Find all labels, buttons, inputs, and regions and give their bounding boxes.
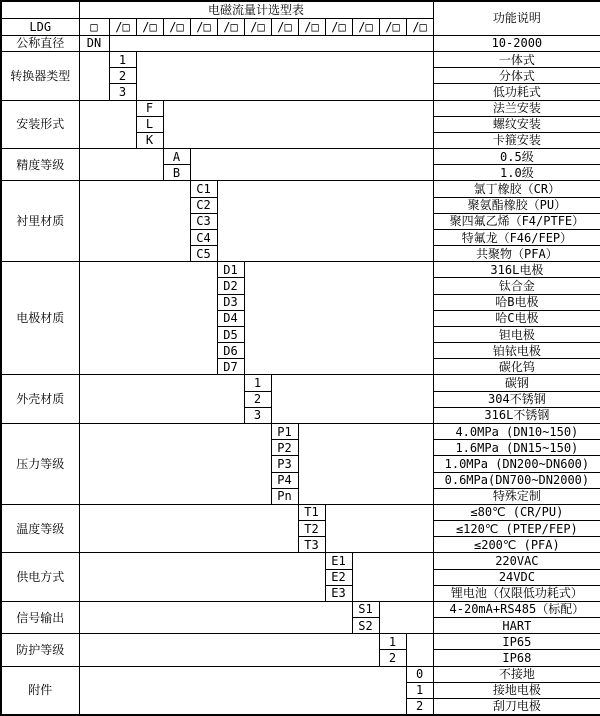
option-code: B <box>163 165 190 181</box>
group-label-signal-output: 信号输出 <box>1 601 79 633</box>
spacer-cell <box>163 100 433 149</box>
option-code: T1 <box>298 504 325 520</box>
model-slot: /□ <box>109 18 136 35</box>
model-prefix: LDG <box>1 18 79 35</box>
option-code: C3 <box>190 213 217 229</box>
option-code: T2 <box>298 521 325 537</box>
group-label-temperature-rating: 温度等级 <box>1 504 79 553</box>
spacer-cell <box>79 149 163 181</box>
model-slot: /□ <box>325 18 352 35</box>
title-spacer-cell <box>1 1 79 18</box>
model-slot: /□ <box>352 18 379 35</box>
model-slot: /□ <box>406 18 433 35</box>
option-desc: 1.6MPa (DN15~150) <box>433 440 600 456</box>
spacer-cell <box>79 666 406 715</box>
spacer-cell <box>244 262 433 375</box>
spacer-cell <box>79 375 244 424</box>
option-code: D4 <box>217 310 244 326</box>
model-slot: /□ <box>379 18 406 35</box>
option-code: 1 <box>109 52 136 68</box>
spacer-cell <box>298 424 433 505</box>
option-code: 2 <box>109 68 136 84</box>
spacer-cell <box>79 181 190 262</box>
group-label-installation-type: 安装形式 <box>1 100 79 149</box>
group-label-protection-rating: 防护等级 <box>1 634 79 666</box>
option-desc: 卡箍安装 <box>433 132 600 148</box>
option-desc: HART <box>433 618 600 634</box>
option-desc: 1.0MPa (DN200~DN600) <box>433 456 600 472</box>
option-code: C5 <box>190 246 217 262</box>
option-desc: 4.0MPa (DN10~150) <box>433 424 600 440</box>
option-desc: 4-20mA+RS485（标配） <box>433 601 600 617</box>
spacer-cell <box>217 181 433 262</box>
group-label-housing-material: 外壳材质 <box>1 375 79 424</box>
spacer-cell <box>79 262 217 375</box>
spacer-cell <box>79 601 352 633</box>
option-code: F <box>136 100 163 116</box>
option-code: A <box>163 149 190 165</box>
option-code: E3 <box>325 585 352 601</box>
option-code: K <box>136 132 163 148</box>
option-desc: 法兰安装 <box>433 100 600 116</box>
option-code: 2 <box>244 391 271 407</box>
spacer-cell <box>79 553 325 602</box>
option-desc: 碳钢 <box>433 375 600 391</box>
option-desc: 1.0级 <box>433 165 600 181</box>
model-slot: /□ <box>190 18 217 35</box>
option-desc: 聚氨酯橡胶（PU） <box>433 197 600 213</box>
option-code: C2 <box>190 197 217 213</box>
option-code: P4 <box>271 472 298 488</box>
option-code: D6 <box>217 343 244 359</box>
option-desc: 220VAC <box>433 553 600 569</box>
option-desc: 氯丁橡胶（CR） <box>433 181 600 197</box>
group-label-electrode-material: 电极材质 <box>1 262 79 375</box>
option-desc: 316L不锈钢 <box>433 407 600 423</box>
group-label-converter-type: 转换器类型 <box>1 52 79 101</box>
option-code: S2 <box>352 618 379 634</box>
table-title: 电磁流量计选型表 <box>79 1 433 18</box>
option-desc: 刮刀电极 <box>433 698 600 715</box>
model-slot: /□ <box>163 18 190 35</box>
option-code: T3 <box>298 537 325 553</box>
spacer-cell <box>109 35 433 51</box>
option-desc: ≤80℃ (CR/PU) <box>433 504 600 520</box>
option-desc: 钛合金 <box>433 278 600 294</box>
option-code: Pn <box>271 488 298 504</box>
option-code: E2 <box>325 569 352 585</box>
option-desc: 接地电极 <box>433 682 600 698</box>
option-desc: 不接地 <box>433 666 600 682</box>
group-label-nominal-diameter: 公称直径 <box>1 35 79 51</box>
option-desc: 0.5级 <box>433 149 600 165</box>
spacer-cell <box>271 375 433 424</box>
option-code: 2 <box>379 650 406 666</box>
option-code: L <box>136 116 163 132</box>
spacer-cell <box>136 52 433 101</box>
option-desc: 特氟龙（F46/FEP） <box>433 229 600 245</box>
spacer-cell <box>325 504 433 553</box>
group-label-pressure-rating: 压力等级 <box>1 424 79 505</box>
function-column-header: 功能说明 <box>433 1 600 35</box>
option-desc: 316L电极 <box>433 262 600 278</box>
spacer-cell <box>79 100 136 149</box>
option-code: C4 <box>190 229 217 245</box>
option-desc: 聚四氟乙烯（F4/PTFE） <box>433 213 600 229</box>
option-code: S1 <box>352 601 379 617</box>
option-code: C1 <box>190 181 217 197</box>
option-code: D1 <box>217 262 244 278</box>
option-code: DN <box>79 35 109 51</box>
option-code: 3 <box>109 84 136 100</box>
option-desc: 0.6MPa(DN700~DN2000) <box>433 472 600 488</box>
spacer-cell <box>79 634 379 666</box>
option-desc: 铂铱电极 <box>433 343 600 359</box>
option-code: 3 <box>244 407 271 423</box>
model-slot: /□ <box>271 18 298 35</box>
option-code: E1 <box>325 553 352 569</box>
option-code: P1 <box>271 424 298 440</box>
group-label-lining-material: 衬里材质 <box>1 181 79 262</box>
option-code: D7 <box>217 359 244 375</box>
option-desc: 分体式 <box>433 68 600 84</box>
model-slot: /□ <box>217 18 244 35</box>
group-label-power-supply: 供电方式 <box>1 553 79 602</box>
option-desc: 哈C电极 <box>433 310 600 326</box>
option-desc: IP65 <box>433 634 600 650</box>
option-desc: 特殊定制 <box>433 488 600 504</box>
model-box: □ <box>79 18 109 35</box>
option-code: 1 <box>406 682 433 698</box>
spacer-cell <box>379 601 433 633</box>
option-code: D3 <box>217 294 244 310</box>
option-desc: 10-2000 <box>433 35 600 51</box>
group-label-accessories: 附件 <box>1 666 79 715</box>
model-slot: /□ <box>136 18 163 35</box>
option-desc: 304不锈钢 <box>433 391 600 407</box>
option-desc: IP68 <box>433 650 600 666</box>
spacer-cell <box>79 52 109 101</box>
option-code: 0 <box>406 666 433 682</box>
option-desc: 钽电极 <box>433 326 600 342</box>
option-code: 2 <box>406 698 433 715</box>
spacer-cell <box>79 504 298 553</box>
option-code: 1 <box>379 634 406 650</box>
option-code: P2 <box>271 440 298 456</box>
option-code: D2 <box>217 278 244 294</box>
option-desc: 锂电池（仅限低功耗式） <box>433 585 600 601</box>
option-desc: 共聚物（PFA） <box>433 246 600 262</box>
spacer-cell <box>190 149 433 181</box>
model-slot: /□ <box>298 18 325 35</box>
option-code: D5 <box>217 326 244 342</box>
spacer-cell <box>352 553 433 602</box>
spacer-cell <box>406 634 433 666</box>
option-desc: ≤200℃ (PFA) <box>433 537 600 553</box>
option-code: 1 <box>244 375 271 391</box>
option-desc: 低功耗式 <box>433 84 600 100</box>
option-desc: 24VDC <box>433 569 600 585</box>
option-desc: 螺纹安装 <box>433 116 600 132</box>
option-desc: 碳化钨 <box>433 359 600 375</box>
option-desc: 哈B电极 <box>433 294 600 310</box>
spacer-cell <box>79 424 271 505</box>
model-slot: /□ <box>244 18 271 35</box>
option-desc: ≤120℃ (PTEP/FEP) <box>433 521 600 537</box>
option-code: P3 <box>271 456 298 472</box>
group-label-accuracy-class: 精度等级 <box>1 149 79 181</box>
option-desc: 一体式 <box>433 52 600 68</box>
